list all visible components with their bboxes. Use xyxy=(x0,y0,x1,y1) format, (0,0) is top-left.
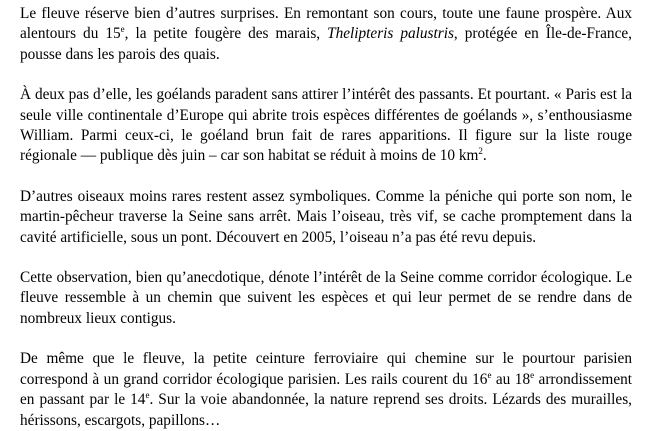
paragraph-text: De même que le fleuve, la petite ceinture ferroviaire qui chemine sur le pourtour parisien correspond à un grand corridor écologique parisien. Les rails courent du 16 xyxy=(20,350,632,388)
paragraph-text: Le fleuve réserve bien d’autres surprises. En remontant son cours, toute une faune prospère. Aux alentours du 15 xyxy=(20,5,632,43)
unit-exponent: 2 xyxy=(478,146,483,157)
paragraph-text: D’autres oiseaux moins rares restent assez symboliques. Comme la péniche qui porte son nom, le martin-pêcheur traverse la Seine sans arrêt. Mais l’oiseau, très vif, se cache promptement dans la cavité artificielle, sous un pont. Découvert en 2005, l’oiseau n’a pas été revu depuis. xyxy=(20,187,632,246)
paragraph-text: au 18 xyxy=(491,370,531,388)
ordinal-superscript: e xyxy=(487,369,492,380)
paragraph-fougere xyxy=(20,4,632,65)
ordinal-superscript: e xyxy=(145,390,150,401)
paragraph-corridor xyxy=(20,268,632,329)
species-name: Thelipteris palustris xyxy=(327,25,454,43)
paragraph-text: . xyxy=(482,147,487,165)
document-body xyxy=(20,4,632,431)
ordinal-superscript: e xyxy=(120,24,125,35)
paragraph-text: arrondissement en passant par le 14 xyxy=(20,370,633,409)
paragraph-martin-pecheur xyxy=(20,187,632,248)
paragraph-petite-ceinture xyxy=(20,349,632,431)
paragraph-text: , la petite fougère des marais, xyxy=(124,25,328,43)
paragraph-text: . Sur la voie abandonnée, la nature reprend ses droits. Lézards des murailles, hérissons, escargots, papillons… xyxy=(20,391,632,429)
ordinal-superscript: e xyxy=(530,369,535,380)
paragraph-text: , protégée en Île-de-France, pousse dans les parois des quais. xyxy=(20,25,632,63)
paragraph-text: À deux pas d’elle, les goélands paradent sans attirer l’intérêt des passants. Et pourtant. « Paris est la seule ville continentale d’Europe qui abrite trois espèces différentes de goélands », s’enthousiasme William. Parmi ceux-ci, le goéland brun fait de rares apparitions. Il figure sur la liste rouge régionale — publique dès juin – car son habitat se réduit à moins de 10 km xyxy=(20,86,632,165)
paragraph-text: Cette observation, bien qu’anecdotique, dénote l’intérêt de la Seine comme corridor écologique. Le fleuve ressemble à un chemin que suivent les espèces et qui leur permet de se rendre dans de nombreux lieux contigus. xyxy=(20,269,632,327)
paragraph-goelands xyxy=(20,85,632,167)
